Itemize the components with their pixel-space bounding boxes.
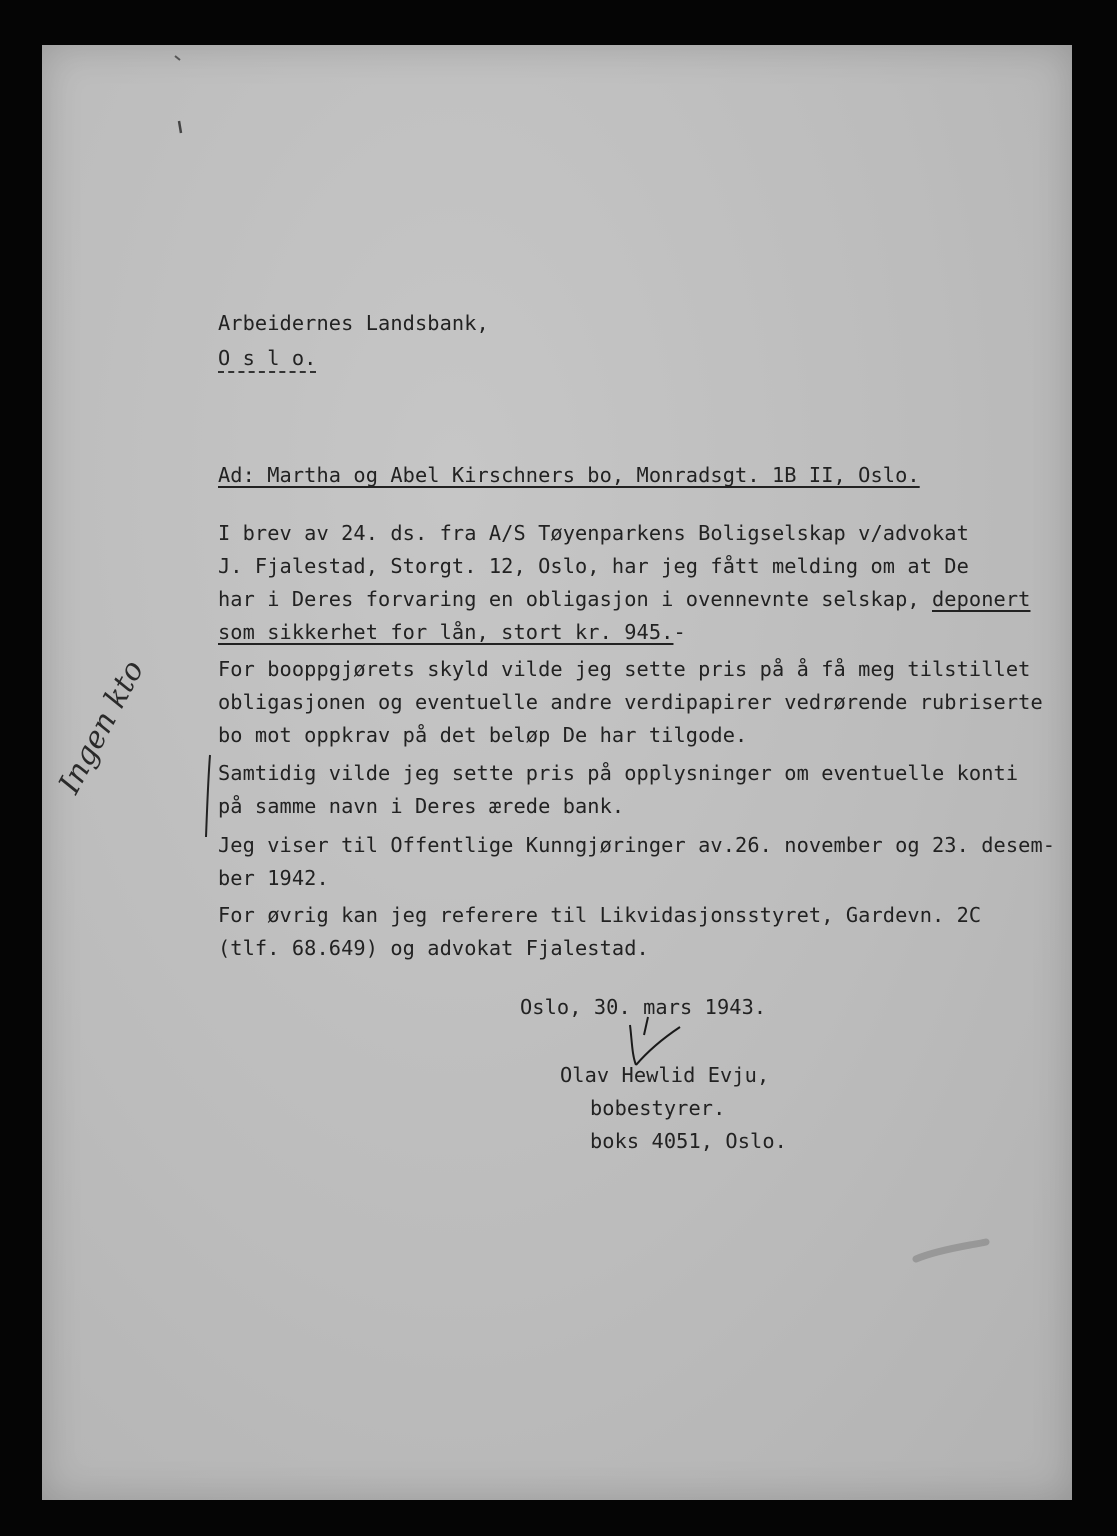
signer-name: Olav Hewlid Evju, xyxy=(560,1063,770,1087)
letter-page xyxy=(42,45,1072,1500)
margin-stroke xyxy=(202,751,216,841)
recipient-name: Arbeidernes Landsbank, xyxy=(218,311,489,335)
paragraph-3-line-1: Samtidig vilde jeg sette pris på opplysninger om eventuelle konti xyxy=(218,761,1019,785)
paragraph-3-line-2: på samme navn i Deres ærede bank. xyxy=(218,794,625,818)
paragraph-2-line-3: bo mot oppkrav på det beløp De har tilgode. xyxy=(218,723,748,747)
recipient-city: O s l o. xyxy=(218,346,316,373)
paper-speck xyxy=(172,53,184,63)
paragraph-1-line-3-text: har i Deres forvaring en obligasjon i ovennevnte selskap, xyxy=(218,587,932,611)
signer-address: boks 4051, Oslo. xyxy=(590,1129,787,1153)
paragraph-1-dash: - xyxy=(673,620,686,644)
paragraph-1-line-1: I brev av 24. ds. fra A/S Tøyenparkens Boligselskap v/advokat xyxy=(218,521,969,545)
paragraph-4-line-2: ber 1942. xyxy=(218,866,329,890)
paragraph-1-line-4 xyxy=(218,620,686,644)
paragraph-5-line-2: (tlf. 68.649) og advokat Fjalestad. xyxy=(218,936,649,960)
letter-date: Oslo, 30. mars 1943. xyxy=(520,995,767,1019)
margin-note: Ingen kto xyxy=(52,654,152,800)
paragraph-1-line-2: J. Fjalestad, Storgt. 12, Oslo, har jeg fått melding om at De xyxy=(218,554,969,578)
paragraph-4-line-1: Jeg viser til Offentlige Kunngjøringer av.26. november og 23. desem- xyxy=(218,833,1056,857)
paragraph-1-underlined-phrase: som sikkerhet for lån, stort kr. 945. xyxy=(218,620,674,644)
paragraph-2-line-2: obligasjonen og eventuelle andre verdipapirer vedrørende rubriserte xyxy=(218,690,1043,714)
archive-stamp-smudge xyxy=(912,1233,992,1273)
paragraph-1-line-3 xyxy=(218,587,1030,611)
handwritten-initials xyxy=(610,1007,700,1077)
paper-speck xyxy=(174,119,186,137)
paragraph-5-line-1: For øvrig kan jeg referere til Likvidasjonsstyret, Gardevn. 2C xyxy=(218,903,982,927)
subject-line: Ad: Martha og Abel Kirschners bo, Monradsgt. 1B II, Oslo. xyxy=(218,463,920,487)
paragraph-1-underlined-word: deponert xyxy=(932,587,1031,611)
signer-title: bobestyrer. xyxy=(590,1096,726,1120)
paragraph-2-line-1: For booppgjørets skyld vilde jeg sette pris på å få meg tilstillet xyxy=(218,657,1031,681)
